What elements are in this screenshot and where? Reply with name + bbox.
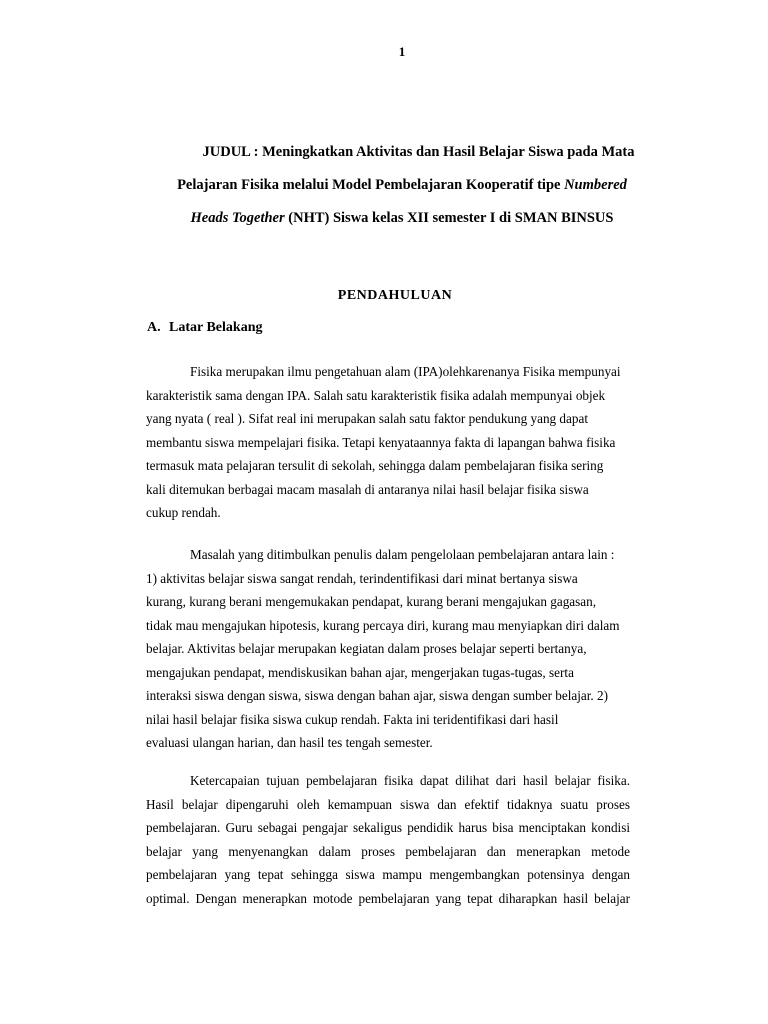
title-line-2 xyxy=(142,169,662,202)
subheading-text: Latar Belakang xyxy=(169,320,263,335)
paragraph-line: termasuk mata pelajaran tersulit di sekolah, sehingga dalam pembelajaran fisika sering xyxy=(146,458,604,473)
paragraph-line: Hasil belajar dipengaruhi oleh kemampuan siswa dan efektif tidaknya suatu proses xyxy=(146,796,630,812)
title-line-1: JUDUL : Meningkatkan Aktivitas dan Hasil Belajar Siswa pada Mata xyxy=(202,144,635,160)
paragraph-1 xyxy=(146,360,626,525)
paragraph-line: kurang, kurang berani mengemukakan pendapat, kurang berani mengajukan gagasan, xyxy=(146,594,597,609)
title-line-3-text: (NHT) Siswa kelas XII semester I di SMAN BINSUS xyxy=(284,210,614,226)
title-line-2-text: Pelajaran Fisika melalui Model Pembelajaran Kooperatif tipe xyxy=(177,177,565,193)
page-number: 1 xyxy=(398,44,406,59)
paragraph-line: belajar. Aktivitas belajar merupakan kegiatan dalam proses belajar seperti bertanya, xyxy=(146,641,587,656)
paragraph-line: Ketercapaian tujuan pembelajaran fisika dapat dilihat dari hasil belajar fisika. xyxy=(190,773,630,788)
paragraph-line: belajar yang menyenangkan dalam proses pembelajaran dan menerapkan metode xyxy=(146,843,630,859)
paragraph-line: evaluasi ulangan harian, dan hasil tes tengah semester. xyxy=(146,735,433,750)
paragraph-line: pembelajaran. Guru sebagai pengajar sekaligus pendidik harus bisa menciptakan kondisi xyxy=(146,820,630,835)
paragraph-line: Masalah yang ditimbulkan penulis dalam pengelolaan pembelajaran antara lain : xyxy=(190,547,615,562)
paragraph-line: yang nyata ( real ). Sifat real ini merupakan salah satu faktor pendukung yang dapat xyxy=(146,411,588,426)
title-line-2-italic: Numbered xyxy=(564,177,627,193)
title-line-3-italic: Heads Together xyxy=(190,210,285,226)
paragraph-line: mengajukan pendapat, mendiskusikan bahan ajar, mengerjakan tugas-tugas, serta xyxy=(146,664,574,680)
paragraph-line: pembelajaran yang tepat sehingga siswa mampu mengembangkan potensinya dengan xyxy=(146,867,630,882)
paragraph-line: optimal. Dengan menerapkan motode pembelajaran yang tepat diharapkan hasil belajar xyxy=(146,890,630,906)
paragraph-line: kali ditemukan berbagai macam masalah di antaranya nilai hasil belajar fisika siswa xyxy=(146,481,589,497)
paragraph-line: karakteristik sama dengan IPA. Salah satu karakteristik fisika adalah mempunyai objek xyxy=(146,387,606,403)
paragraph-2 xyxy=(146,543,636,755)
section-heading: PENDAHULUAN xyxy=(337,288,453,303)
paragraph-line: 1) aktivitas belajar siswa sangat rendah, terindentifikasi dari minat bertanya siswa xyxy=(146,570,578,586)
paragraph-line: tidak mau mengajukan hipotesis, kurang percaya diri, kurang mau menyiapkan diri dalam xyxy=(146,617,620,633)
document-title xyxy=(142,136,662,235)
subheading xyxy=(147,320,262,336)
title-line-3 xyxy=(142,202,662,235)
subheading-letter: A. xyxy=(147,320,161,335)
paragraph-line: membantu siswa mempelajari fisika. Tetapi kenyataannya fakta di lapangan bahwa fisika xyxy=(146,434,616,450)
paragraph-line: Fisika merupakan ilmu pengetahuan alam (IPA)olehkarenanya Fisika mempunyai xyxy=(190,364,621,379)
paragraph-line: cukup rendah. xyxy=(146,505,221,520)
paragraph-line: nilai hasil belajar fisika siswa cukup rendah. Fakta ini teridentifikasi dari hasil xyxy=(146,711,559,727)
paragraph-3 xyxy=(146,769,630,910)
paragraph-line: interaksi siswa dengan siswa, siswa dengan bahan ajar, siswa dengan sumber belajar. 2) xyxy=(146,688,608,703)
